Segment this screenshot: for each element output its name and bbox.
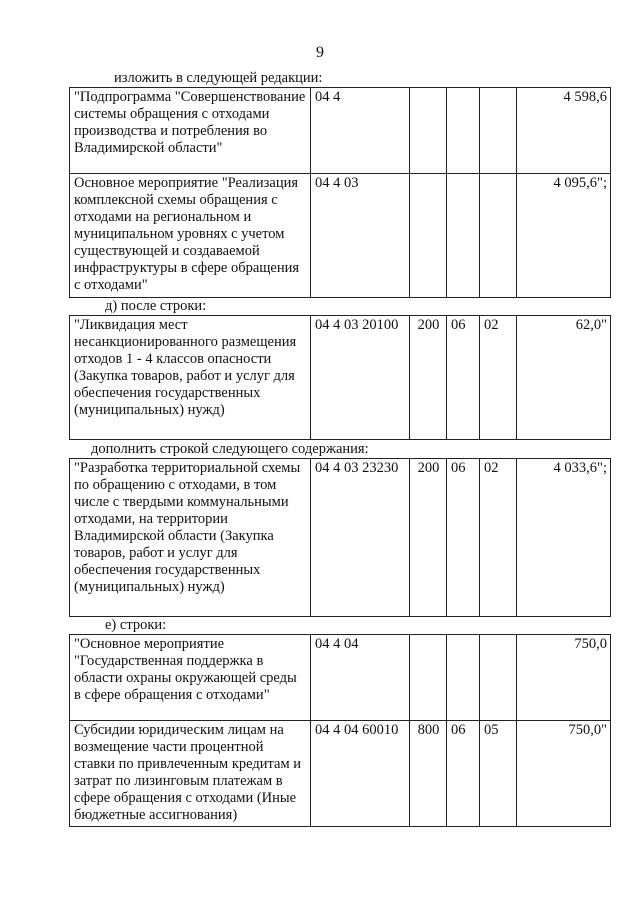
row-code: 04 4: [311, 88, 410, 174]
table-row: [70, 721, 611, 827]
row-expense-type: 200: [410, 316, 447, 440]
caption-after-row: д) после строки:: [105, 298, 207, 314]
caption-edit: изложить в следующей редакции:: [114, 70, 323, 86]
caption-rows: е) строки:: [105, 617, 167, 633]
row-section: 06: [447, 316, 480, 440]
row-section: [447, 635, 480, 721]
row-code: 04 4 04: [311, 635, 410, 721]
row-name: Основное мероприятие "Реализация комплексной схемы обращения с отходами на региональном и муниципальном уровнях с учетом существующей и создаваемой инфраструктуры в сфере обращения с отходами": [70, 174, 311, 298]
row-section: 06: [447, 721, 480, 827]
row-subsection: 02: [480, 316, 517, 440]
table-liquidation: [69, 315, 611, 440]
row-name: "Ликвидация мест несанкционированного размещения отходов 1 - 4 классов опасности (Закупка товаров, работ и услуг для обеспечения государственных (муниципальных) нужд): [70, 316, 311, 440]
row-amount: 62,0": [517, 316, 611, 440]
row-expense-type: [410, 88, 447, 174]
row-name: "Подпрограмма "Совершенствование системы обращения с отходами производства и потребления во Владимирской области": [70, 88, 311, 174]
row-expense-type: 800: [410, 721, 447, 827]
table-subprogram: [69, 87, 611, 298]
row-subsection: 05: [480, 721, 517, 827]
table-row: [70, 88, 611, 174]
row-amount: 4 095,6";: [517, 174, 611, 298]
row-code: 04 4 03: [311, 174, 410, 298]
row-name: Субсидии юридическим лицам на возмещение части процентной ставки по привлеченным кредитам и затрат по лизинговым платежам в сфере обращения с отходами (Иные бюджетные ассигнования): [70, 721, 311, 827]
row-section: [447, 88, 480, 174]
row-code: 04 4 03 20100: [311, 316, 410, 440]
row-section: 06: [447, 459, 480, 617]
row-subsection: [480, 635, 517, 721]
table-territorial-scheme: [69, 458, 611, 617]
row-amount: 4 598,6: [517, 88, 611, 174]
row-amount: 750,0": [517, 721, 611, 827]
row-section: [447, 174, 480, 298]
row-name: "Основное мероприятие "Государственная поддержка в области охраны окружающей среды в сфере обращения с отходами": [70, 635, 311, 721]
row-amount: 750,0: [517, 635, 611, 721]
row-subsection: [480, 88, 517, 174]
row-amount: 4 033,6";: [517, 459, 611, 617]
row-expense-type: [410, 635, 447, 721]
table-row: [70, 635, 611, 721]
table-row: [70, 174, 611, 298]
table-row: [70, 459, 611, 617]
row-name: "Разработка территориальной схемы по обращению с отходами, в том числе с твердыми коммунальными отходами, на территории Владимирской области (Закупка товаров, работ и услуг для обеспечения государственных (муниципальных) нужд): [70, 459, 311, 617]
row-subsection: [480, 174, 517, 298]
table-state-support: [69, 634, 611, 827]
page-number: 9: [316, 44, 324, 61]
row-subsection: 02: [480, 459, 517, 617]
caption-add-row: дополнить строкой следующего содержания:: [91, 441, 369, 457]
row-expense-type: [410, 174, 447, 298]
row-code: 04 4 03 23230: [311, 459, 410, 617]
table-row: [70, 316, 611, 440]
row-expense-type: 200: [410, 459, 447, 617]
row-code: 04 4 04 60010: [311, 721, 410, 827]
